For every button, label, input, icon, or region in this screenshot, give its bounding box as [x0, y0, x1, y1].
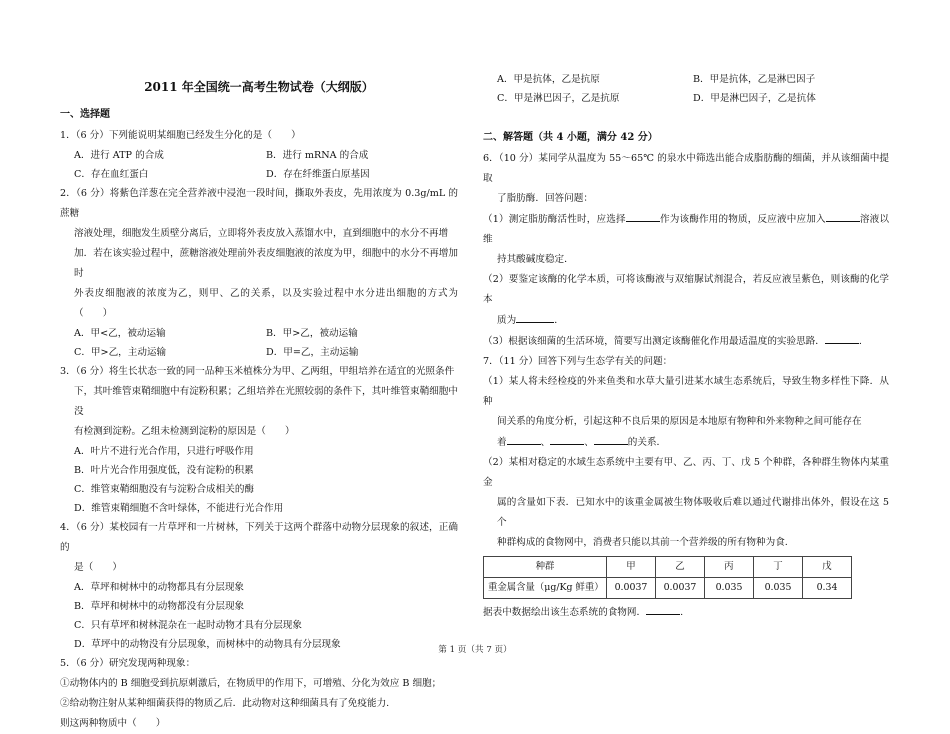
question-6-text: 了脂肪酶．回答问题：: [497, 193, 593, 204]
part-text: 、: [540, 437, 551, 448]
option-a[interactable]: A．甲是抗体，乙是抗原: [497, 74, 600, 85]
exam-title: 2011 年全国统一高考生物试卷（大纲版）: [144, 80, 374, 94]
part-text: 种群构成的食物网中，消费者只能以其前一个营养级的所有物种为食.: [497, 537, 788, 548]
part-text: .: [858, 336, 862, 347]
question-6-part-2: [483, 270, 889, 331]
right-column: [483, 72, 889, 623]
answer-blank[interactable]: [594, 432, 628, 445]
table-cell: 0.0037: [656, 578, 705, 599]
table-cell: 0.035: [754, 578, 803, 599]
left-column: [60, 72, 458, 734]
part-text: 作为该酶作用的物质，反应液中应加入: [659, 214, 826, 225]
option-d[interactable]: D．甲是淋巴因子，乙是抗体: [693, 93, 816, 104]
table-cell: 0.34: [803, 578, 852, 599]
option-d[interactable]: D．存在纤维蛋白原基因: [266, 169, 370, 180]
question-6-part-1: [483, 209, 889, 270]
question-5-text: 则这两种物质中（ ）: [60, 718, 166, 729]
question-4: [60, 518, 458, 654]
option-a[interactable]: A．甲<乙，被动运输: [74, 328, 166, 339]
part-text: 溶液以维: [483, 214, 890, 245]
table-header-cell: 戊: [803, 557, 852, 578]
part-text: （1）某人将未经检疫的外来鱼类和水草大量引进某水域生态系统后，导致生物多样性下降．从种: [483, 376, 889, 407]
answer-blank[interactable]: [626, 209, 660, 222]
part-text: 着: [497, 437, 507, 448]
question-5-text: ①动物体内的 B 细胞受到抗原刺激后，在物质甲的作用下，可增殖、分化为效应 B 细胞；: [60, 678, 442, 689]
question-2-text: 溶液处理，细胞发生质壁分离后，立即将外表皮放入蒸馏水中，直到细胞中的水分不再增: [74, 228, 449, 239]
question-3-text: 下，其叶维管束鞘细胞中有淀粉积累；乙组培养在光照较弱的条件下，其叶维管束鞘细胞中没: [74, 386, 458, 417]
part-text: 的关系．: [627, 437, 667, 448]
option-d[interactable]: D．草坪中的动物没有分层现象，而树林中的动物具有分层现象: [74, 639, 341, 650]
option-c[interactable]: C．甲>乙，主动运输: [74, 347, 167, 358]
part-text: （3）根据该细菌的生活环境，简要写出测定该酶催化作用最适温度的实验思路．: [483, 336, 825, 347]
question-6-part-3: [483, 331, 889, 352]
question-1-stem: 1．（6 分）下列能说明某细胞已经发生分化的是（ ）: [60, 130, 301, 141]
question-2: [60, 184, 458, 362]
option-b[interactable]: B．叶片光合作用强度低，没有淀粉的积累: [74, 465, 254, 476]
part-text: 持其酸碱度稳定．: [497, 254, 574, 265]
part-text: 质为: [497, 315, 517, 326]
question-4-text: 是（ ）: [74, 562, 122, 573]
table-cell: 0.0037: [607, 578, 656, 599]
option-c[interactable]: C．存在血红蛋白: [74, 169, 149, 180]
question-3: [60, 362, 458, 518]
table-cell: 0.035: [705, 578, 754, 599]
page-footer: 第 1 页（共 7 页）: [438, 645, 512, 655]
part-text: （2）某相对稳定的水域生态系统中主要有甲、乙、丙、丁、戊 5 个种群，各种群生物体内某重金: [483, 457, 889, 488]
table-header-cell: 丙: [705, 557, 754, 578]
section-answer-heading: 二、解答题（共 4 小题，满分 42 分）: [483, 132, 658, 143]
question-2-text: 加．若在该实验过程中，蔗糖溶液处理前外表皮细胞液的浓度为甲，细胞中的水分不再增加时: [74, 248, 458, 279]
question-3-text: 有检测到淀粉。乙组未检测到淀粉的原因是（ ）: [74, 426, 295, 437]
question-1-options: [60, 146, 458, 184]
option-b[interactable]: B．甲是抗体，乙是淋巴因子: [693, 74, 816, 85]
table-header-cell: 丁: [754, 557, 803, 578]
question-4-stem: 4．（6 分）某校园有一片草坪和一片树林，下列关于这两个群落中动物分层现象的叙述，正确的: [60, 522, 458, 553]
question-5-options-block: [483, 70, 889, 108]
answer-blank[interactable]: [516, 310, 554, 323]
option-a[interactable]: A．草坪和树林中的动物都具有分层现象: [74, 582, 245, 593]
question-7: [483, 352, 889, 623]
option-a[interactable]: A．进行 ATP 的合成: [74, 150, 164, 161]
part-text: 据表中数据绘出该生态系统的食物网．: [483, 607, 647, 618]
option-b[interactable]: B．进行 mRNA 的合成: [266, 150, 369, 161]
question-2-text: 外表皮细胞液的浓度为乙，则甲、乙的关系，以及实验过程中水分进出细胞的方式为（ ）: [74, 288, 458, 319]
question-2-options: [60, 324, 458, 362]
answer-blank[interactable]: [826, 209, 860, 222]
answer-blank[interactable]: [550, 432, 584, 445]
option-a[interactable]: A．叶片不进行光合作用，只进行呼吸作用: [74, 446, 254, 457]
question-1: [60, 126, 458, 184]
question-2-stem: 2．（6 分）将紫色洋葱在完全营养液中浸泡一段时间，撕取外表皮，先用浓度为 0.3g/mL 的蔗糖: [60, 188, 458, 219]
question-5: [60, 654, 458, 734]
table-header-cell: 甲: [607, 557, 656, 578]
question-7-part-2: [483, 453, 889, 553]
part-text: 属的含量如下表．已知水中的该重金属被生物体吸收后难以通过代谢排出体外，假设在这 5 个: [497, 497, 889, 528]
table-header-cell: 种群: [484, 557, 607, 578]
option-d[interactable]: D．甲=乙，主动运输: [266, 347, 359, 358]
option-c[interactable]: C．甲是淋巴因子，乙是抗原: [497, 93, 620, 104]
answer-blank[interactable]: [825, 331, 859, 344]
part-text: 、: [584, 437, 594, 448]
option-b[interactable]: B．草坪和树林中的动物都没有分层现象: [74, 601, 245, 612]
part-text: ．: [554, 315, 564, 326]
question-6: [483, 149, 889, 352]
option-b[interactable]: B．甲>乙，被动运输: [266, 328, 358, 339]
question-5-text: ②给动物注射从某种细菌获得的物质乙后．此动物对这种细菌具有了免疫能力.: [60, 698, 390, 709]
question-7-part-1: [483, 372, 889, 453]
table-header-row: [484, 557, 852, 578]
part-text: （2）要鉴定该酶的化学本质，可将该酶液与双缩脲试剂混合，若反应液呈紫色，则该酶的化学本: [483, 274, 889, 305]
option-c[interactable]: C．维管束鞘细胞没有与淀粉合成相关的酶: [74, 484, 255, 495]
answer-blank[interactable]: [507, 432, 541, 445]
part-text: （1）测定脂肪酶活性时，应选择: [483, 214, 626, 225]
heavy-metal-table: [483, 556, 852, 599]
table-header-cell: 乙: [656, 557, 705, 578]
question-3-stem: 3．（6 分）将生长状态一致的同一品种玉米植株分为甲、乙两组，甲组培养在适宜的光照条件: [60, 366, 455, 377]
option-c[interactable]: C．只有草坪和树林混杂在一起时动物才具有分层现象: [74, 620, 302, 631]
question-6-stem: 6．（10 分）某同学从温度为 55～65℃ 的泉水中筛选出能合成脂肪酶的细菌，并从该细菌中提取: [483, 153, 889, 184]
section-choice-heading: 一、选择题: [60, 109, 110, 120]
part-text: .: [680, 607, 684, 618]
question-5-stem: 5．（6 分）研究发现两种现象：: [60, 658, 196, 669]
question-7-stem: 7．（11 分）回答下列与生态学有关的问题：: [483, 356, 673, 367]
table-cell: 重金属含量（μg/Kg 鲜重）: [484, 578, 607, 599]
question-5-options: [483, 70, 889, 108]
question-3-options: [60, 442, 458, 518]
answer-blank[interactable]: [646, 602, 680, 615]
option-d[interactable]: D．维管束鞘细胞不含叶绿体，不能进行光合作用: [74, 503, 284, 514]
table-row: [484, 578, 852, 599]
part-text: 间关系的角度分析，引起这种不良后果的原因是本地原有物种和外来物种之间可能存在: [497, 416, 862, 427]
